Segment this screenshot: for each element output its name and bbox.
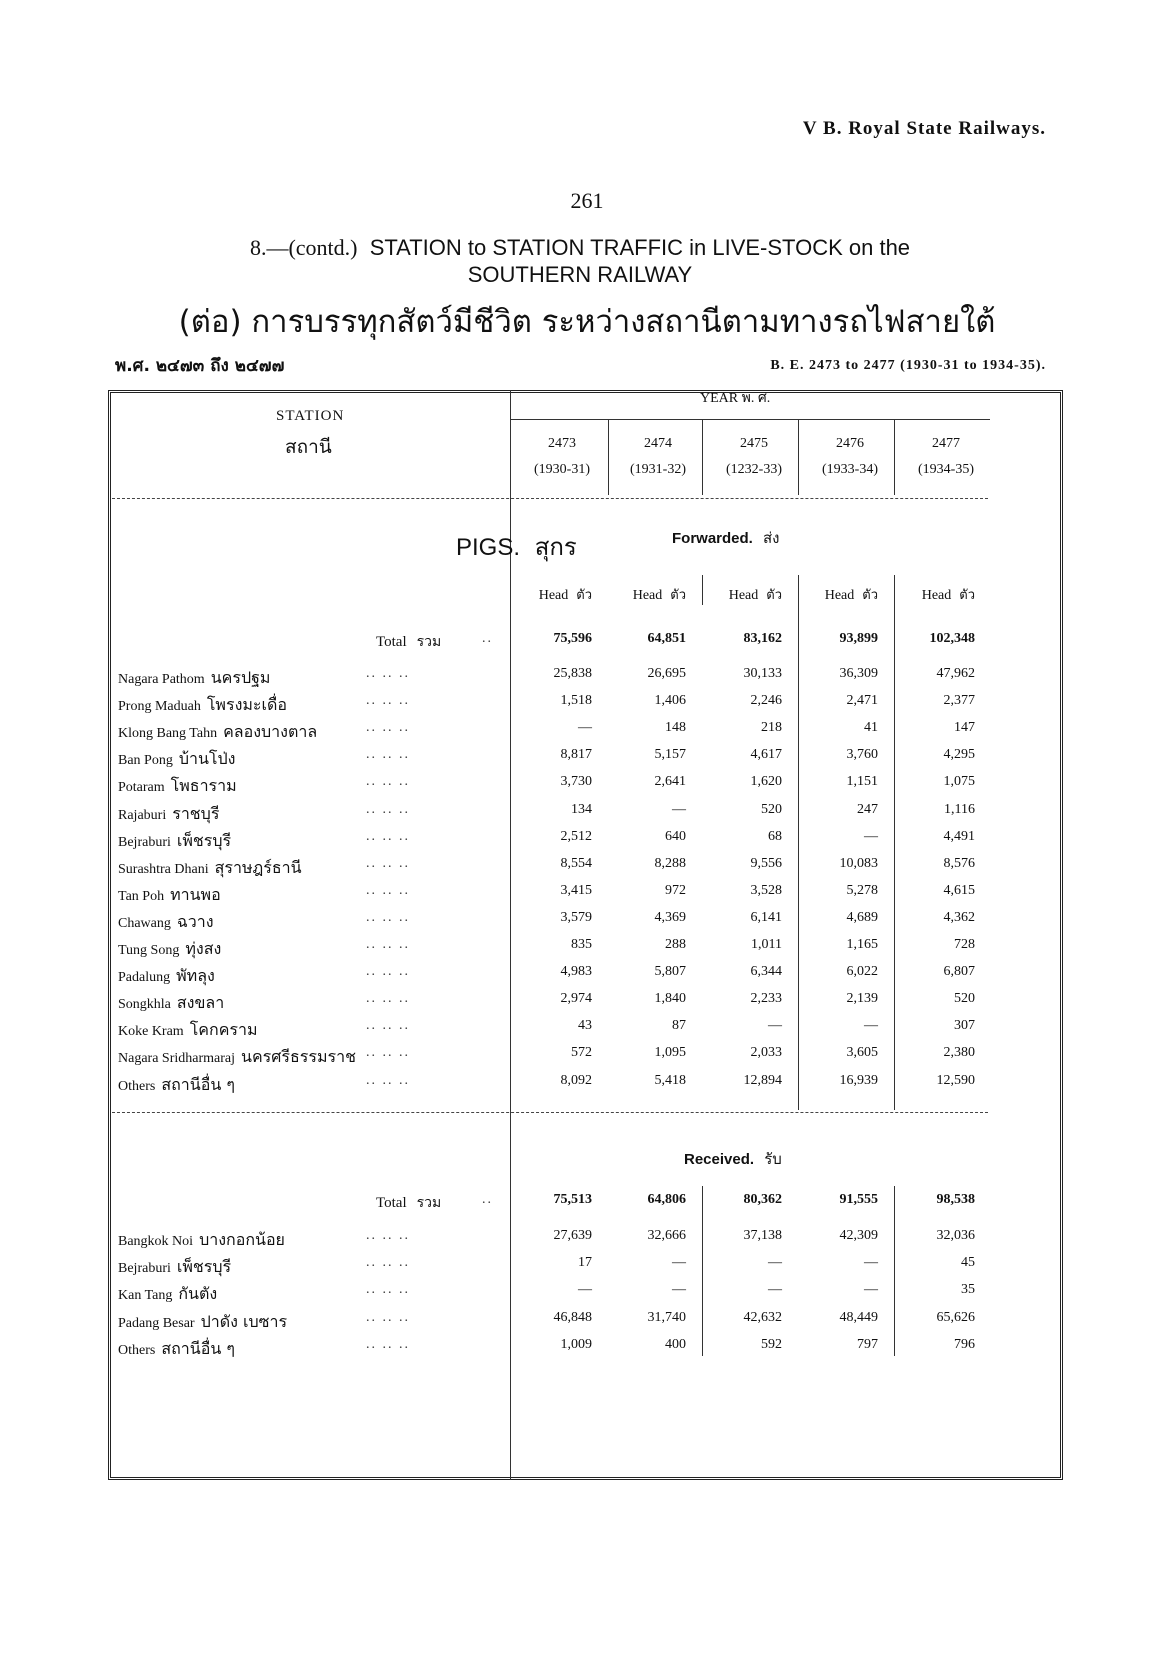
- table-row-station: [118, 693, 287, 718]
- total-label-en: Total: [376, 1195, 407, 1211]
- station-name: Kan Tang: [118, 1288, 173, 1304]
- table-cell-value: 87: [672, 1018, 686, 1034]
- table-row-station: [118, 1018, 258, 1043]
- table-row-station: [118, 1310, 287, 1335]
- station-name-thai: ปาดัง เบซาร: [200, 1311, 288, 1331]
- table-cell-value: 48,449: [839, 1309, 878, 1325]
- table-row-station: [118, 991, 224, 1016]
- table-cell-value: 288: [665, 937, 686, 952]
- table-cell-value: 835: [571, 937, 592, 952]
- table-cell-value: 2,380: [943, 1045, 975, 1061]
- table-cell-value: 2,246: [750, 693, 782, 709]
- table-row-station: [118, 1073, 235, 1098]
- leader-dots: .. .. ..: [366, 991, 410, 1007]
- table-cell-value: 46,848: [553, 1309, 592, 1325]
- station-name: Rajaburi: [118, 807, 167, 823]
- table-cell-value: 2,641: [654, 774, 686, 790]
- year-ad: (1931-32): [630, 462, 686, 477]
- table-cell-value: 2,512: [560, 828, 592, 844]
- station-name: Nagara Pathom: [118, 672, 205, 687]
- received-label: Received.: [684, 1151, 755, 1168]
- table-cell-value: 8,576: [943, 855, 975, 871]
- table-cell-value: —: [578, 1282, 592, 1298]
- station-name: Potaram: [118, 780, 165, 796]
- total-label-thai: รวม: [416, 1195, 442, 1211]
- year-be: 2477: [932, 436, 960, 451]
- total-label: [376, 1192, 441, 1214]
- station-name-thai: สงขลา: [176, 993, 225, 1013]
- station-name: Bangkok Noi: [118, 1234, 194, 1249]
- pigs-label-thai: สุกร: [534, 533, 577, 561]
- table-cell-value: 4,689: [846, 909, 878, 925]
- table-cell-value: —: [864, 1282, 878, 1298]
- total-value: 75,513: [553, 1192, 592, 1207]
- station-name-thai: บ้านโป่ง: [178, 749, 236, 769]
- leader-dots: .. .. ..: [366, 1228, 410, 1243]
- table-cell-value: 17: [578, 1255, 592, 1271]
- leader-dots: ..: [482, 1192, 493, 1207]
- table-cell-value: 12,590: [936, 1072, 975, 1088]
- station-name-thai: ราชบุรี: [172, 803, 220, 823]
- table-cell-value: 1,075: [943, 774, 975, 790]
- livestock-type-label: [456, 527, 577, 566]
- table-cell-value: 2,033: [750, 1045, 782, 1061]
- table-cell-value: 32,666: [647, 1228, 686, 1243]
- table-cell-value: 400: [665, 1336, 686, 1352]
- table-row-station: [118, 1045, 356, 1070]
- station-name: Bejraburi: [118, 1261, 171, 1277]
- table-cell-value: —: [672, 801, 686, 817]
- table-cell-value: 6,807: [943, 964, 975, 980]
- unit-thai: ตัว: [959, 588, 975, 603]
- table-cell-value: 6,141: [750, 909, 782, 925]
- table-cell-value: 12,894: [743, 1072, 782, 1088]
- table-cell-value: 41: [864, 720, 878, 736]
- table-cell-value: 2,974: [560, 991, 592, 1007]
- subtitle-english: B. E. 2473 to 2477 (1930-31 to 1934-35).: [770, 358, 1046, 373]
- table-cell-value: 8,092: [560, 1072, 592, 1088]
- station-name-thai: บางกอกน้อย: [199, 1230, 285, 1249]
- table-divider: [894, 419, 895, 495]
- table-cell-value: 8,554: [560, 855, 592, 871]
- table-cell-value: 2,139: [846, 991, 878, 1007]
- table-cell-value: 148: [665, 720, 686, 736]
- total-value: 83,162: [743, 631, 782, 646]
- station-name: Nagara Sridharmaraj: [118, 1051, 235, 1067]
- table-cell-value: 1,009: [560, 1336, 592, 1352]
- station-name-thai: เพ็ชรบุรี: [176, 1257, 232, 1277]
- table-cell-value: —: [578, 720, 592, 736]
- station-name: Padang Besar: [118, 1315, 195, 1331]
- total-value: 64,806: [647, 1192, 686, 1207]
- total-label: [376, 631, 441, 653]
- table-cell-value: 1,095: [654, 1045, 686, 1061]
- station-name: Prong Maduah: [118, 699, 201, 715]
- station-header-thai: สถานี: [285, 436, 332, 458]
- forwarded-label: Forwarded.: [672, 530, 753, 547]
- table-cell-value: 25,838: [553, 666, 592, 681]
- table-row-station: [118, 829, 231, 854]
- forwarded-section-label: [672, 526, 780, 550]
- station-name-thai: ทานพอ: [170, 884, 221, 904]
- table-cell-value: 520: [954, 991, 975, 1007]
- table-cell-value: 3,605: [846, 1045, 878, 1061]
- unit-thai: ตัว: [670, 588, 686, 603]
- title-line-1: STATION to STATION TRAFFIC in LIVE-STOCK on the: [369, 235, 911, 260]
- table-row-station: [118, 910, 214, 935]
- leader-dots: .. .. ..: [366, 1309, 410, 1325]
- total-value: 93,899: [839, 631, 878, 646]
- table-cell-value: 5,418: [654, 1072, 686, 1088]
- table-cell-value: 796: [954, 1336, 975, 1352]
- station-name-thai: สถานีอื่น ๆ: [161, 1074, 235, 1094]
- leader-dots: .. .. ..: [366, 747, 410, 763]
- station-name: Surashtra Dhani: [118, 861, 209, 877]
- station-name: Songkhla: [118, 997, 171, 1013]
- table-cell-value: 520: [761, 801, 782, 817]
- table-cell-value: 4,295: [943, 747, 975, 763]
- table-row-station: [118, 883, 221, 908]
- table-divider: [510, 419, 990, 420]
- table-row-station: [118, 937, 221, 962]
- table-cell-value: 4,491: [943, 828, 975, 844]
- table-row-station: [118, 802, 219, 827]
- table-cell-value: 1,518: [560, 693, 592, 709]
- table-cell-value: 10,083: [839, 855, 878, 871]
- table-row-station: [118, 666, 270, 691]
- station-name: Chawang: [118, 915, 171, 931]
- table-cell-value: 134: [571, 801, 592, 817]
- table-cell-value: 1,151: [846, 774, 878, 790]
- year-be: 2473: [548, 436, 576, 451]
- station-name: Bejraburi: [118, 834, 171, 850]
- station-name-thai: เพ็ชรบุรี: [176, 830, 232, 850]
- table-title-english: [180, 234, 980, 288]
- station-name-thai: สุราษฎร์ธานี: [214, 857, 302, 877]
- table-cell-value: 65,626: [936, 1309, 975, 1325]
- table-cell-value: 30,133: [743, 666, 782, 681]
- station-name-thai: พัทลุง: [176, 966, 215, 986]
- table-cell-value: 8,817: [560, 747, 592, 763]
- total-label-en: Total: [376, 634, 407, 650]
- station-header-english: STATION: [276, 408, 345, 424]
- station-name-thai: ฉวาง: [176, 911, 214, 931]
- title-line-2: SOUTHERN RAILWAY: [467, 262, 693, 287]
- table-cell-value: 2,233: [750, 991, 782, 1007]
- unit-thai: ตัว: [576, 588, 592, 603]
- table-cell-value: 572: [571, 1045, 592, 1061]
- leader-dots: .. .. ..: [366, 666, 410, 681]
- leader-dots: ..: [482, 631, 493, 646]
- table-row-station: [118, 1282, 217, 1307]
- leader-dots: .. .. ..: [366, 1336, 410, 1352]
- table-cell-value: 4,615: [943, 882, 975, 898]
- table-cell-value: —: [672, 1282, 686, 1298]
- table-cell-value: 5,278: [846, 882, 878, 898]
- page-number: 261: [570, 188, 604, 213]
- unit-head: Head: [921, 588, 952, 603]
- table-row-station: [118, 1228, 285, 1253]
- table-cell-value: 5,807: [654, 964, 686, 980]
- table-row-station: [118, 1337, 235, 1362]
- table-cell-value: 1,406: [654, 693, 686, 709]
- leader-dots: .. .. ..: [366, 774, 410, 790]
- table-cell-value: 4,983: [560, 964, 592, 980]
- table-cell-value: 247: [857, 801, 878, 817]
- station-name: Ban Pong: [118, 753, 173, 769]
- table-cell-value: 8,288: [654, 855, 686, 871]
- table-cell-value: 5,157: [654, 747, 686, 763]
- station-name-thai: โคกคราม: [189, 1020, 258, 1040]
- table-cell-value: 640: [665, 828, 686, 844]
- leader-dots: .. .. ..: [366, 693, 410, 709]
- table-cell-value: —: [768, 1018, 782, 1034]
- year-ad: (1930-31): [534, 462, 590, 477]
- station-name: Tan Poh: [118, 888, 165, 904]
- year-header: YEAR พ. ศ.: [700, 391, 771, 406]
- station-name-thai: นครศรีธรรมราช: [241, 1047, 356, 1067]
- year-be: 2474: [644, 436, 672, 451]
- received-section-label: [684, 1147, 782, 1171]
- unit-head: Head: [632, 588, 663, 603]
- table-cell-value: 307: [954, 1018, 975, 1034]
- unit-label: [500, 584, 592, 605]
- table-cell-value: —: [864, 828, 878, 844]
- table-cell-value: 42,309: [839, 1228, 878, 1243]
- table-cell-value: 36,309: [839, 666, 878, 681]
- table-cell-value: 68: [768, 828, 782, 844]
- table-cell-value: 592: [761, 1336, 782, 1352]
- table-cell-value: 2,377: [943, 693, 975, 709]
- pigs-label: PIGS.: [456, 534, 521, 561]
- leader-dots: .. .. ..: [366, 1045, 410, 1061]
- table-cell-value: —: [768, 1282, 782, 1298]
- table-row-station: [118, 856, 302, 881]
- table-cell-value: 1,165: [846, 937, 878, 952]
- leader-dots: .. .. ..: [366, 882, 410, 898]
- table-cell-value: 3,730: [560, 774, 592, 790]
- unit-label: [690, 584, 782, 605]
- table-row-station: [118, 964, 215, 989]
- table-cell-value: —: [864, 1018, 878, 1034]
- table-row-station: [118, 774, 237, 799]
- year-ad: (1232-33): [726, 462, 782, 477]
- station-name: Others: [118, 1342, 156, 1358]
- station-name-thai: ทุ่งสง: [185, 939, 222, 958]
- table-cell-value: 728: [954, 937, 975, 952]
- table-cell-value: 3,579: [560, 909, 592, 925]
- table-cell-value: —: [672, 1255, 686, 1271]
- table-cell-value: 31,740: [647, 1309, 686, 1325]
- table-divider: [608, 419, 609, 495]
- table-divider: [702, 419, 703, 495]
- station-name-thai: กันตัง: [178, 1284, 218, 1304]
- table-cell-value: 3,760: [846, 747, 878, 763]
- forwarded-label-thai: ส่ง: [763, 529, 780, 547]
- table-cell-value: 27,639: [553, 1228, 592, 1243]
- table-cell-value: —: [768, 1255, 782, 1271]
- received-label-thai: รับ: [764, 1150, 782, 1168]
- table-cell-value: 45: [961, 1255, 975, 1271]
- table-cell-value: 26,695: [647, 666, 686, 681]
- table-row-station: [118, 720, 317, 745]
- year-ad: (1934-35): [918, 462, 974, 477]
- unit-head: Head: [824, 588, 855, 603]
- leader-dots: .. .. ..: [366, 909, 410, 925]
- station-name: Tung Song: [118, 943, 180, 958]
- table-row-station: [118, 1255, 231, 1280]
- leader-dots: .. .. ..: [366, 937, 410, 952]
- leader-dots: .. .. ..: [366, 801, 410, 817]
- table-cell-value: 797: [857, 1336, 878, 1352]
- total-value: 64,851: [647, 631, 686, 646]
- table-cell-value: 42,632: [743, 1309, 782, 1325]
- table-title-thai: (ต่อ) การบรรทุกสัตว์มีชีวิต ระหว่างสถานีตามทางรถไฟสายใต้: [178, 304, 996, 340]
- station-name-thai: โพธาราม: [170, 776, 237, 796]
- table-cell-value: 6,022: [846, 964, 878, 980]
- table-cell-value: —: [864, 1255, 878, 1271]
- station-name-thai: คลองบางตาล: [223, 722, 318, 742]
- table-cell-value: 1,620: [750, 774, 782, 790]
- total-value: 102,348: [929, 631, 975, 646]
- table-cell-value: 43: [578, 1018, 592, 1034]
- unit-thai: ตัว: [862, 588, 878, 603]
- table-cell-value: 37,138: [743, 1228, 782, 1243]
- table-cell-value: 1,011: [751, 937, 782, 952]
- station-name-thai: สถานีอื่น ๆ: [161, 1338, 235, 1358]
- table-cell-value: 1,840: [654, 991, 686, 1007]
- unit-head: Head: [728, 588, 759, 603]
- leader-dots: .. .. ..: [366, 855, 410, 871]
- station-name: Others: [118, 1078, 156, 1094]
- unit-head: Head: [538, 588, 569, 603]
- leader-dots: .. .. ..: [366, 964, 410, 980]
- table-cell-value: 9,556: [750, 855, 782, 871]
- leader-dots: .. .. ..: [366, 1255, 410, 1271]
- station-name: Koke Kram: [118, 1024, 184, 1040]
- table-cell-value: 32,036: [936, 1228, 975, 1243]
- table-cell-value: 16,939: [839, 1072, 878, 1088]
- table-cell-value: 1,116: [944, 801, 975, 817]
- table-cell-value: 147: [954, 720, 975, 736]
- table-cell-value: 35: [961, 1282, 975, 1298]
- unit-label: [786, 584, 878, 605]
- table-row-station: [118, 747, 235, 772]
- table-cell-value: 6,344: [750, 964, 782, 980]
- table-cell-value: 218: [761, 720, 782, 736]
- total-value: 98,538: [936, 1192, 975, 1207]
- station-name-thai: นครปฐม: [210, 668, 271, 687]
- total-value: 91,555: [839, 1192, 878, 1207]
- title-prefix: 8.—(contd.): [249, 235, 358, 260]
- total-value: 80,362: [743, 1192, 782, 1207]
- leader-dots: .. .. ..: [366, 1018, 410, 1034]
- leader-dots: .. .. ..: [366, 1282, 410, 1298]
- leader-dots: .. .. ..: [366, 1072, 410, 1088]
- subtitle-thai: พ.ศ. ๒๔๗๓ ถึง ๒๔๗๗: [115, 356, 285, 376]
- table-cell-value: 3,528: [750, 882, 782, 898]
- station-name-thai: โพรงมะเดื่อ: [206, 695, 287, 715]
- table-cell-value: 4,369: [654, 909, 686, 925]
- year-be: 2476: [836, 436, 864, 451]
- page-header-right: V B. Royal State Railways.: [802, 118, 1046, 139]
- unit-thai: ตัว: [766, 588, 782, 603]
- table-divider: [112, 498, 988, 499]
- table-divider: [798, 419, 799, 495]
- year-ad: (1933-34): [822, 462, 878, 477]
- unit-label: [883, 584, 975, 605]
- table-cell-value: 972: [665, 882, 686, 898]
- table-cell-value: 4,617: [750, 747, 782, 763]
- table-cell-value: 47,962: [936, 666, 975, 681]
- leader-dots: .. .. ..: [366, 828, 410, 844]
- year-be: 2475: [740, 436, 768, 451]
- unit-label: [594, 584, 686, 605]
- total-value: 75,596: [553, 631, 592, 646]
- table-cell-value: 3,415: [560, 882, 592, 898]
- station-name: Klong Bang Tahn: [118, 726, 218, 742]
- leader-dots: .. .. ..: [366, 720, 410, 736]
- station-name: Padalung: [118, 970, 171, 986]
- table-cell-value: 2,471: [846, 693, 878, 709]
- total-label-thai: รวม: [416, 634, 442, 650]
- table-divider: [112, 1112, 988, 1113]
- table-cell-value: 4,362: [943, 909, 975, 925]
